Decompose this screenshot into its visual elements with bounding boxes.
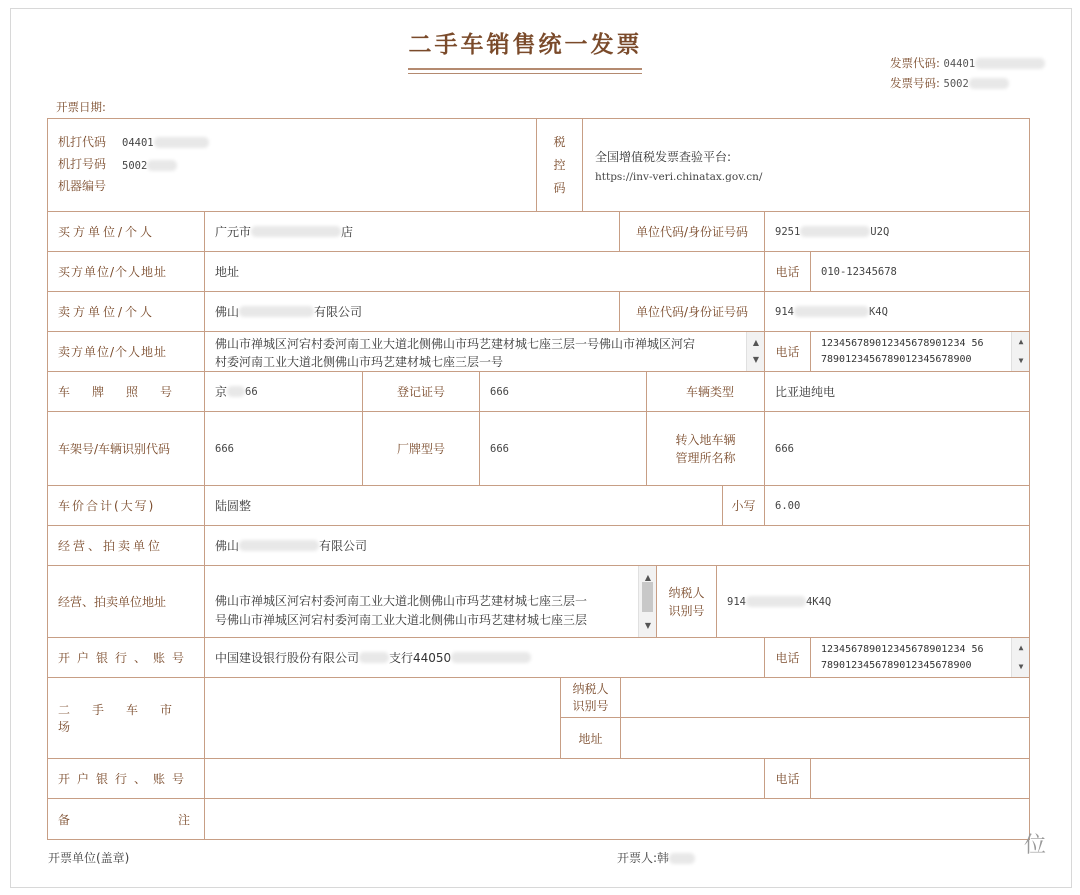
- seller-phone-scrollbar[interactable]: [1011, 332, 1029, 371]
- seller-address-label: 卖方单位/个人地址: [48, 332, 205, 372]
- machine-serial-label: 机器编号: [58, 179, 107, 193]
- seller-id-value: 914 K4Q: [765, 292, 1029, 332]
- invoice-table: [47, 118, 1030, 840]
- auction-bank-label: 开户银行、账号: [48, 638, 205, 678]
- registration-label: 登记证号: [363, 372, 480, 412]
- price-small-value: 6.00: [765, 486, 1029, 526]
- price-total-label: 车价合计(大写): [48, 486, 205, 526]
- auction-address-label: 经营、拍卖单位地址: [48, 566, 205, 638]
- machine-number-value: 5002: [122, 154, 209, 177]
- scroll-up-icon[interactable]: ▲: [1018, 643, 1024, 652]
- auction-phone-label: 电话: [765, 638, 811, 678]
- seller-address-textarea[interactable]: 佛山市禅城区河宕村委河南工业大道北侧佛山市玛艺建材城七座三层一号佛山市禅城区河宕 村委河南工业大道北侧佛山市玛艺建材城七座三层一号 ▲ ▼: [205, 332, 765, 372]
- market-phone-label: 电话: [765, 759, 811, 799]
- invoice-code: 发票代码: 04401: [890, 55, 1045, 71]
- auction-bank-value: 中国建设银行股份有限公司 支行44050: [205, 638, 765, 678]
- buyer-phone-value: 010-12345678: [811, 252, 1029, 292]
- plate-value: 京 66: [205, 372, 363, 412]
- scroll-up-icon[interactable]: ▲: [1018, 337, 1024, 346]
- seller-phone-textarea[interactable]: 123456789012345678901234 56 7890123456789012345678900 ▲ ▼: [811, 332, 1029, 372]
- tax-control-label: 税控码: [553, 134, 566, 195]
- price-total-value: 陆圆整: [205, 486, 723, 526]
- auction-name-value: 佛山 有限公司: [205, 526, 1029, 566]
- plate-label: 车牌照号: [48, 372, 205, 412]
- seller-id-label: 单位代码/身份证号码: [620, 292, 765, 332]
- auction-address-scrollbar[interactable]: [638, 566, 656, 637]
- market-bank-label: 开户银行、账号: [48, 759, 205, 799]
- auction-taxid-label: 纳税人 识别号: [657, 566, 717, 638]
- buyer-address-value: 地址: [205, 252, 765, 292]
- issue-date-label: 开票日期:: [56, 100, 106, 114]
- scroll-up-icon[interactable]: ▲: [752, 338, 760, 347]
- issuer-unit-label: 开票单位(盖章): [48, 851, 130, 865]
- buyer-phone-label: 电话: [765, 252, 811, 292]
- vehicle-type-label: 车辆类型: [647, 372, 765, 412]
- market-label: 二手车市场: [48, 678, 205, 759]
- machine-number-label: 机打号码: [58, 157, 107, 171]
- buyer-name-value: 广元市 店: [205, 212, 620, 252]
- remarks-value: [205, 799, 1029, 839]
- buyer-id-label: 单位代码/身份证号码: [620, 212, 765, 252]
- tax-control-label-cell: [537, 119, 583, 212]
- platform-label: 全国增值税发票查验平台:: [595, 150, 732, 164]
- invoice-number: 发票号码: 5002: [890, 75, 1009, 91]
- seller-name-value: 佛山 有限公司: [205, 292, 620, 332]
- machine-code-value: 04401: [122, 131, 209, 154]
- model-label: 厂牌型号: [363, 412, 480, 486]
- vin-value: 666: [205, 412, 363, 486]
- auction-name-label: 经营、拍卖单位: [48, 526, 205, 566]
- market-bank-value: [205, 759, 765, 799]
- model-value: 666: [480, 412, 647, 486]
- market-name-value: [205, 678, 561, 759]
- auction-phone-scrollbar[interactable]: [1011, 638, 1029, 677]
- scroll-down-icon[interactable]: ▼: [1018, 356, 1024, 365]
- auction-address-textarea[interactable]: 佛山市禅城区河宕村委河南工业大道北侧佛山市玛艺建材城七座三层一 号佛山市禅城区河宕村委河南工业大道北侧佛山市玛艺建材城七座三层 ▲ ▼: [205, 566, 657, 638]
- auction-taxid-value: 914 4K4Q: [717, 566, 1029, 638]
- market-address-label: 地址: [561, 718, 621, 759]
- seller-name-label: 卖方单位/个人: [48, 292, 205, 332]
- buyer-name-label: 买方单位/个人: [48, 212, 205, 252]
- platform-cell: [583, 119, 1029, 212]
- market-taxid-value: [621, 678, 1029, 718]
- market-taxid-label: 纳税人 识别号: [561, 678, 621, 718]
- seller-address-scrollbar[interactable]: [746, 332, 764, 371]
- seller-phone-label: 电话: [765, 332, 811, 372]
- buyer-id-value: 9251 U2Q: [765, 212, 1029, 252]
- invoice-title: 二手车销售统一发票: [408, 31, 643, 58]
- buyer-address-label: 买方单位/个人地址: [48, 252, 205, 292]
- title-underline-2: [408, 73, 642, 74]
- price-small-label: 小写: [723, 486, 765, 526]
- auction-phone-textarea[interactable]: 123456789012345678901234 56 7890123456789012345678900 ▲ ▼: [811, 638, 1029, 678]
- transfer-office-value: 666: [765, 412, 1029, 486]
- scroll-down-icon[interactable]: ▼: [1018, 662, 1024, 671]
- platform-url: https://inv-veri.chinatax.gov.cn/: [595, 171, 763, 183]
- scroll-up-icon[interactable]: ▲: [644, 573, 652, 582]
- machine-code-label: 机打代码: [58, 135, 107, 149]
- machine-info-cell: [48, 119, 537, 212]
- title-underline-1: [408, 68, 642, 70]
- market-phone-value: [811, 759, 1029, 799]
- vehicle-type-value: 比亚迪纯电: [765, 372, 1029, 412]
- remarks-label: 备 注: [48, 799, 205, 839]
- registration-value: 666: [480, 372, 647, 412]
- scroll-thumb[interactable]: [642, 582, 653, 612]
- drawer: 开票人:韩: [617, 849, 695, 866]
- scroll-down-icon[interactable]: ▼: [752, 355, 760, 364]
- scroll-down-icon[interactable]: ▼: [644, 621, 652, 630]
- market-address-value: [621, 718, 1029, 759]
- watermark-text: 位: [1024, 833, 1047, 858]
- vin-label: 车架号/车辆识别代码: [48, 412, 205, 486]
- transfer-office-label: 转入地车辆 管理所名称: [647, 412, 765, 486]
